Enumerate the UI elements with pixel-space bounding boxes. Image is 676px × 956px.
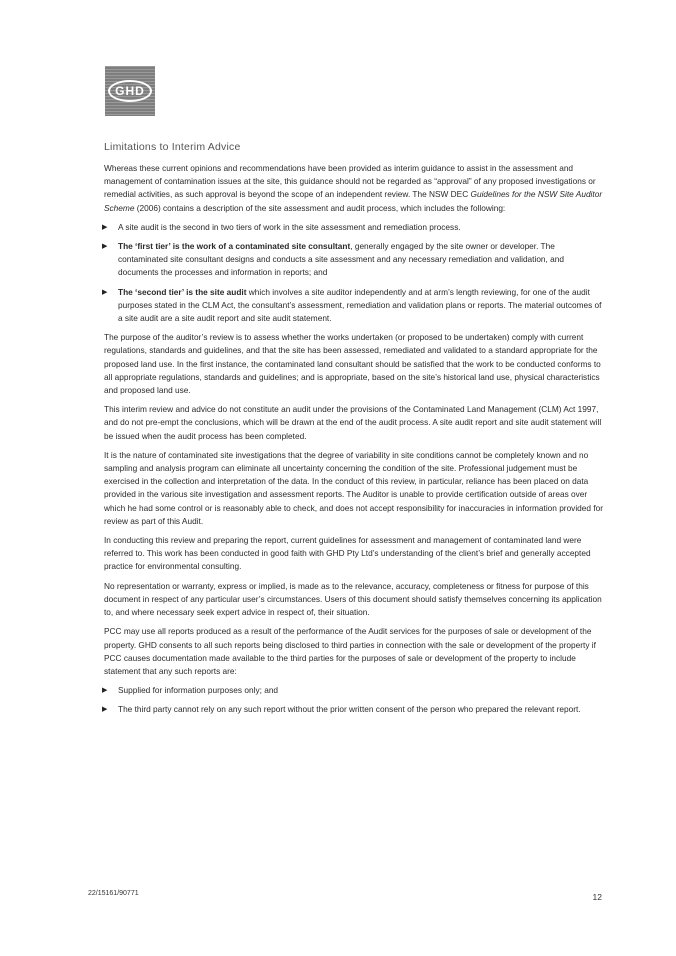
intro-paragraph — [104, 162, 604, 215]
paragraph: This interim review and advice do not constitute an audit under the provisions of the Contaminated Land Management (CLM) Act 1997, and do not pre-empt the conclusions, which will be drawn at the end of the audit process. A site audit report and site audit statement will be issued when the audit process has been completed. — [104, 404, 602, 441]
bullet-icon: ▶ — [102, 243, 108, 251]
intro-text-end: (2006) contains a description of the site assessment and audit process, which includes the following: — [134, 202, 506, 213]
list-item: ▶ The third party cannot rely on any such report without the prior written consent of the person who prepared the relevant report. — [104, 703, 604, 716]
list-item: ▶ A site audit is the second in two tiers of work in the site assessment and remediation process. — [104, 221, 604, 234]
paragraph: PCC may use all reports produced as a result of the performance of the Audit services for the purposes of sale or development of the property. GHD consents to all such reports being disclosed to third parties in connection with the sale or development of the property if PCC causes documentation made available to the third parties for the purposes of sale or development of the property to include statement that any such reports are: — [104, 626, 596, 676]
bullet-icon: ▶ — [102, 706, 108, 714]
bullet-icon: ▶ — [102, 223, 108, 231]
document-body — [104, 141, 604, 723]
paragraph: In conducting this review and preparing the report, current guidelines for assessment and management of contaminated land were referred to. This work has been conducted in good faith with GHD Pty Ltd’s understanding of the client’s brief and generally accepted practice for environmental consulting. — [104, 535, 591, 572]
page-number: 12 — [592, 892, 602, 902]
bullet-icon: ▶ — [102, 288, 108, 296]
paragraph: It is the nature of contaminated site investigations that the degree of variability in site conditions cannot be completely known and no sampling and analysis program can eliminate all uncertainty concerning the condition of the site. Professional judgement must be exercised in the collection and interpretation of the data. In the conduct of this review, in particular, reliance has been placed on data provided in the various site investigation and assessment reports. The Auditor is unable to provide certification outside of areas over which he had some control or is reasonably able to check, and does not accept responsibility for inaccuracies in information provided for review as part of this Audit. — [104, 449, 604, 526]
conditions-list — [104, 684, 604, 716]
intro-text: Whereas these current opinions and recommendations have been provided as interim guidance to assist in the assessment and management of contamination issues at the site, this guidance should not be regarded as “approval” of any proposed investigations or remedial activities, as such approval is beyond the scope of an independent review. The NSW DEC — [104, 163, 596, 200]
guideline-title: Guidelines for the NSW Site Auditor Scheme — [104, 189, 603, 213]
paragraph: No representation or warranty, express or implied, is made as to the relevance, accuracy, completeness or fitness for purpose of this document in respect of any particular user’s circumstances. Users of this document should satisfy themselves concerning its application to, and where necessary seek expert advice in respect of, their situation. — [104, 580, 602, 618]
ghd-logo-text: GHD — [108, 80, 152, 102]
bullet-icon: ▶ — [102, 687, 108, 695]
ghd-logo — [105, 66, 155, 116]
paragraph: The purpose of the auditor’s review is to assess whether the works undertaken (or proposed to be undertaken) comply with current regulations, standards and guidelines, and that the site has been assessed, remediated and validated to a standard appropriate for the proposed land use. In the first instance, the contaminated land consultant should be satisfied that the work to be conducted conforms to all appropriate regulations, standards and guidelines; and is appropriate, based on the site’s historical land use, physical characteristics and proposed land use. — [104, 332, 601, 396]
tier-list — [104, 221, 604, 325]
section-heading: Limitations to Interim Advice — [104, 141, 241, 153]
list-item: ▶ The ‘second tier’ is the site audit which involves a site auditor independently and at arm’s length reviewing, for one of the audit purposes stated in the CLM Act, the consultant’s assessment, remediation and validation plans or reports. The material outcomes of a site audit are a site audit report and site audit statement. — [102, 286, 602, 324]
document-reference: 22/15161/90771 — [88, 890, 139, 897]
list-item: ▶ Supplied for information purposes only; and — [104, 684, 604, 697]
list-item: ▶ The ‘first tier’ is the work of a contaminated site consultant, generally engaged by the site owner or developer. The contaminated site consultant designs and conducts a site assessment and any necessary remediation and validation, and documents the processes and information in reports; and — [102, 241, 564, 278]
